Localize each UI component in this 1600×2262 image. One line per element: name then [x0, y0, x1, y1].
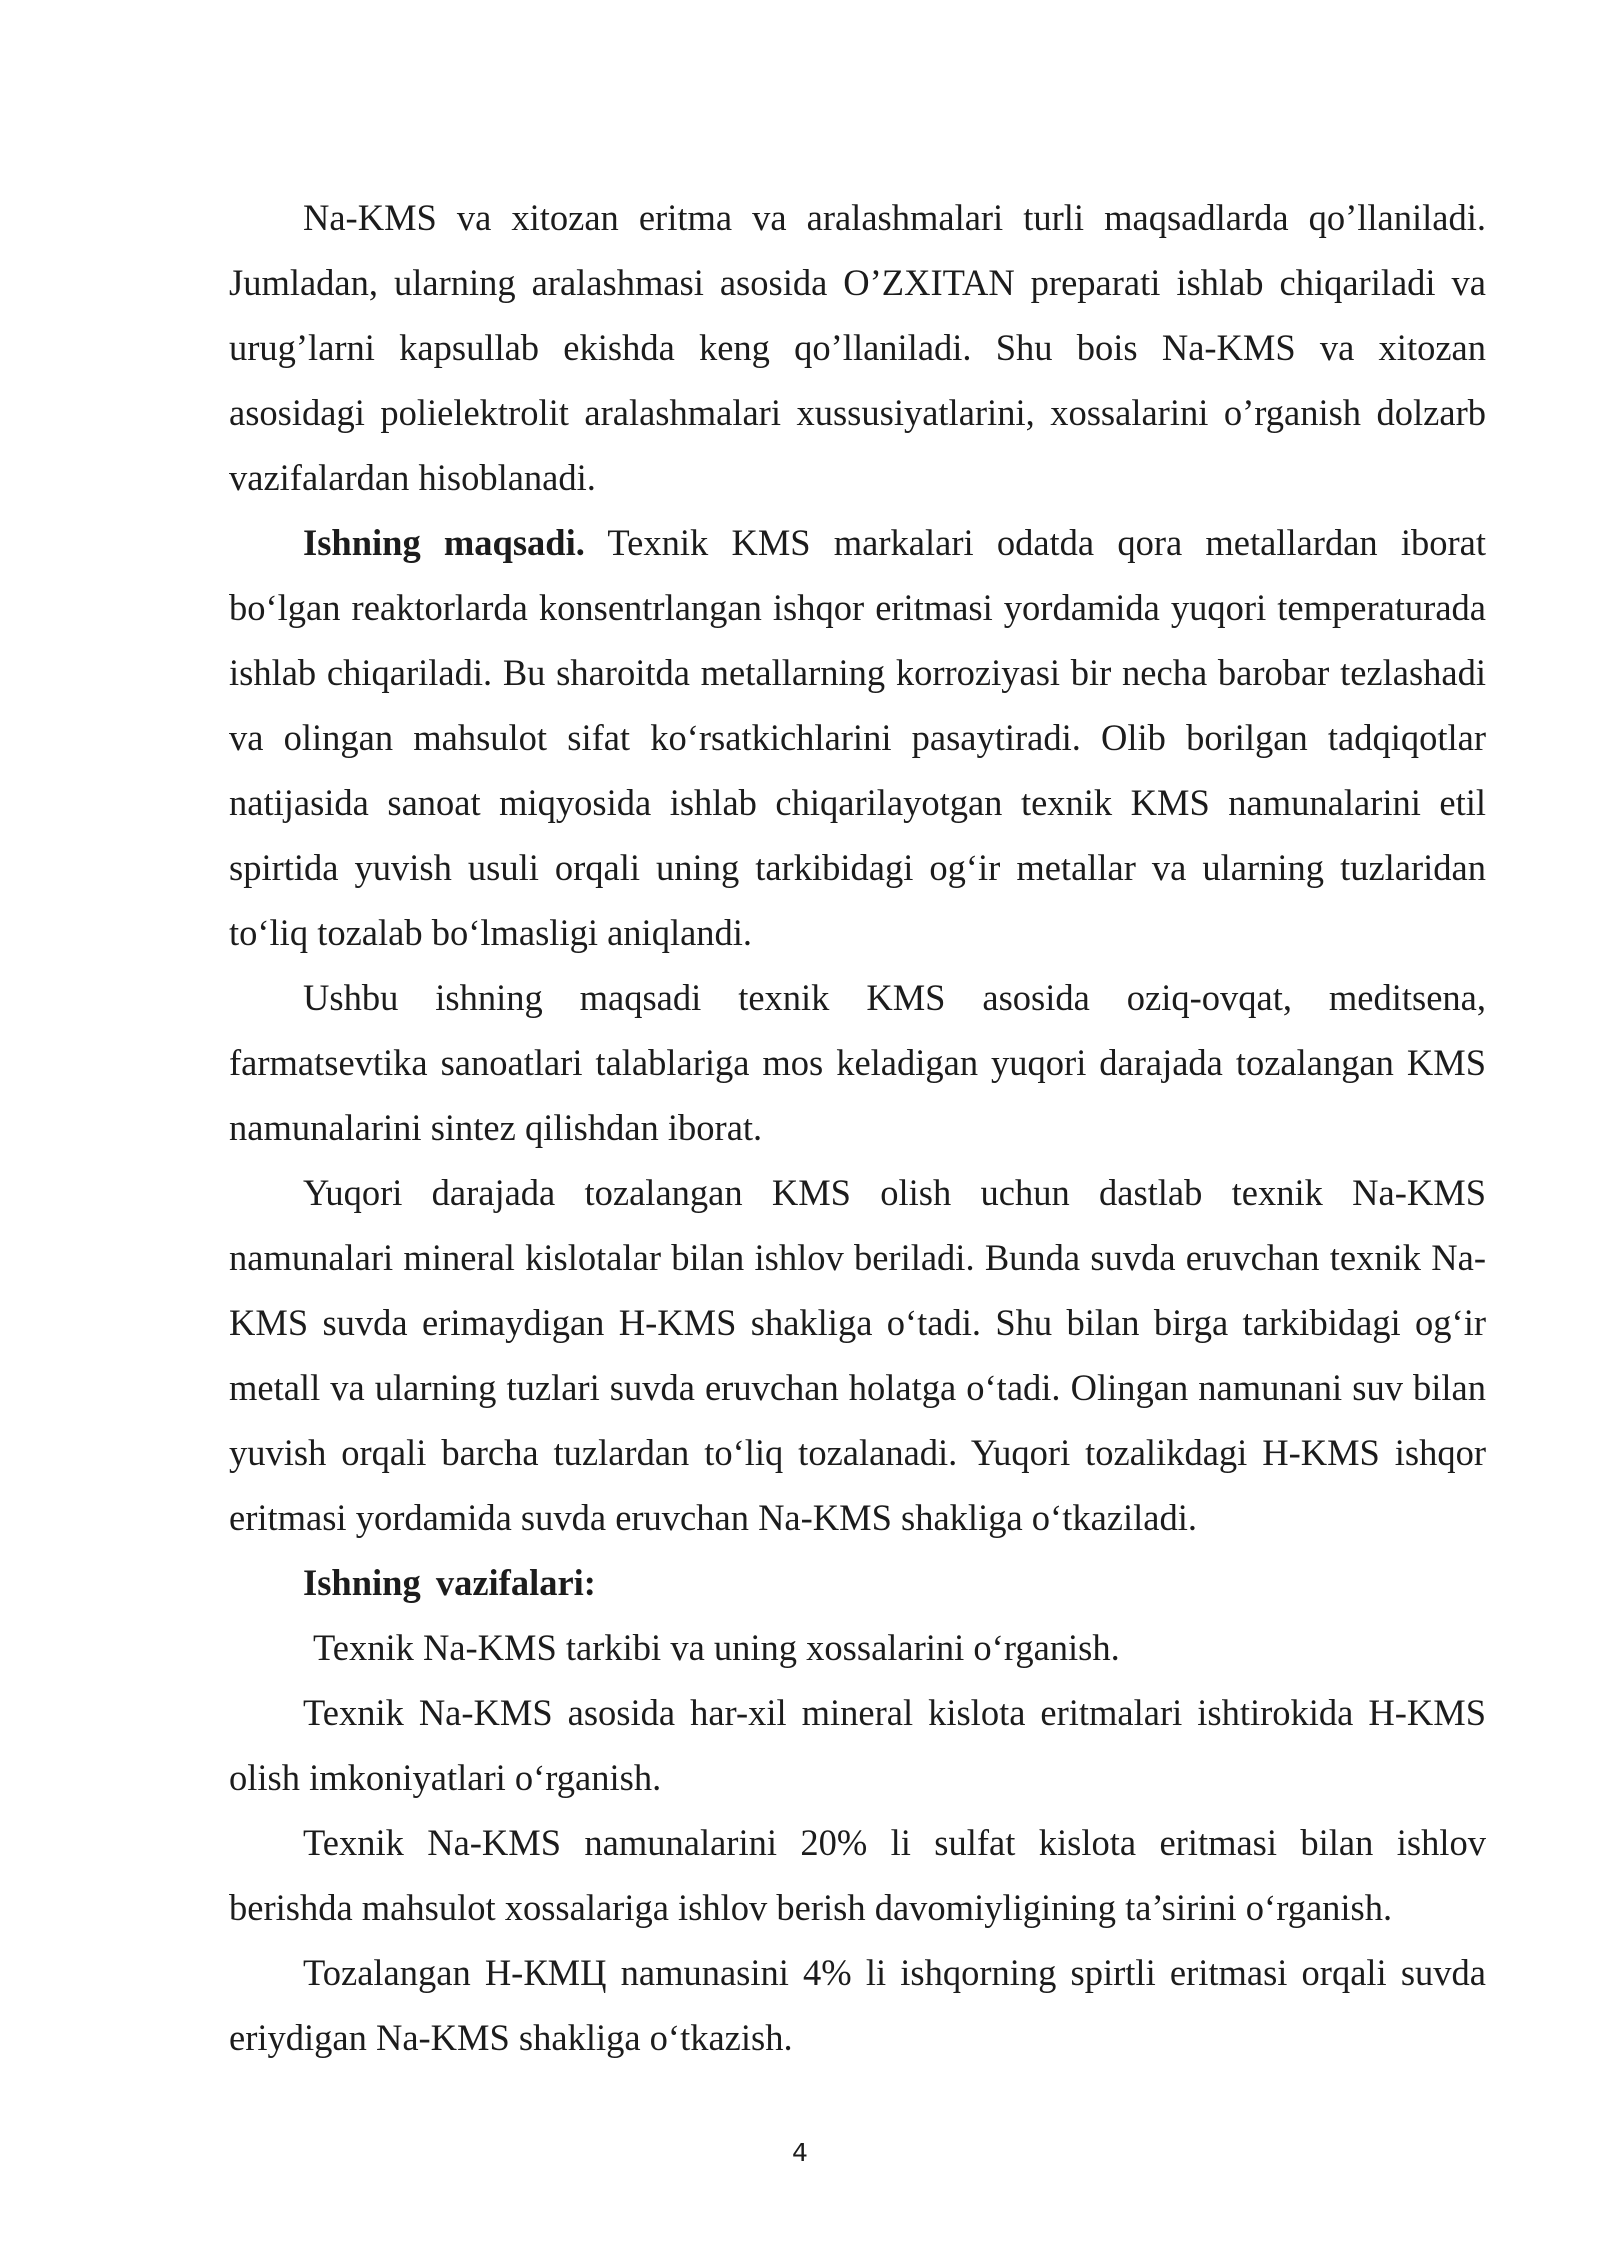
paragraph-method: Yuqori darajada tozalangan KMS olish uchun dastlab texnik Na-KMS namunalari mineral kislotalar bilan ishlov beriladi. Bunda suvda eruvchan texnik Na-KMS suvda erimaydigan H-KMS shakliga o‘tadi. Shu bilan birga tarkibidagi og‘ir metall va ularning tuzlari suvda eruvchan holatga o‘tadi. Olingan namunani suv bilan yuvish orqali barcha tuzlardan to‘liq tozalanadi. Yuqori tozalikdagi H-KMS ishqor eritmasi yordamida suvda eruvchan Na-KMS shakliga o‘tkaziladi.	[229, 1172, 1486, 1538]
goal-text: Texnik KMS markalari odatda qora metallardan iborat bo‘lgan reaktorlarda konsentrlangan ishqor eritmasi yordamida yuqori temperaturada ishlab chiqariladi. Bu sharoitda metallarning korroziyasi bir necha barobar tezlashadi va olingan mahsulot sifat ko‘rsatkichlarini pasaytiradi. Olib borilgan tadqiqotlar natijasida sanoat miqyosida ishlab chiqarilayotgan texnik KMS namunalarini etil spirtida yuvish usuli orqali uning tarkibidagi og‘ir metallar va ularning tuzlaridan to‘liq tozalab bo‘lmasligi aniqlandi.	[229, 522, 1486, 953]
tasks-heading: Ishning vazifalari:	[303, 1562, 596, 1603]
paragraph-goal	[229, 510, 1486, 965]
task-item-3: Texnik Na-KMS namunalarini 20% li sulfat kislota eritmasi bilan ishlov berishda mahsulot xossalariga ishlov berish davomiyligining ta’sirini o‘rganish.	[229, 1822, 1486, 1928]
page-number: 4	[792, 2138, 808, 2167]
paragraph-purpose: Ushbu ishning maqsadi texnik KMS asosida oziq-ovqat, meditsena, farmatsevtika sanoatlari talablariga mos keladigan yuqori darajada tozalangan KMS namunalarini sintez qilishdan iborat.	[229, 977, 1486, 1148]
task-item-2: Texnik Na-KMS asosida har-xil mineral kislota eritmalari ishtirokida H-KMS olish imkoniyatlari o‘rganish.	[229, 1692, 1486, 1798]
document-page	[229, 185, 1486, 2070]
task-item-1: Texnik Na-KMS tarkibi va uning xossalarini o‘rganish.	[313, 1627, 1120, 1668]
task-item-4: Tozalangan H-КМЦ namunasini 4% li ishqorning spirtli eritmasi orqali suvda eriydigan Na-KMS shakliga o‘tkazish.	[229, 1952, 1486, 2058]
paragraph-intro: Na-KMS va xitozan eritma va aralashmalari turli maqsadlarda qo’llaniladi. Jumladan, ularning aralashmasi asosida O’ZXITAN preparati ishlab chiqariladi va urug’larni kapsullab ekishda keng qo’llaniladi. Shu bois Na-KMS va xitozan asosidagi polielektrolit aralashmalari xussusiyatlarini, xossalarini o’rganish dolzarb vazifalardan hisoblanadi.	[229, 197, 1486, 498]
goal-heading: Ishning maqsadi.	[303, 522, 585, 563]
